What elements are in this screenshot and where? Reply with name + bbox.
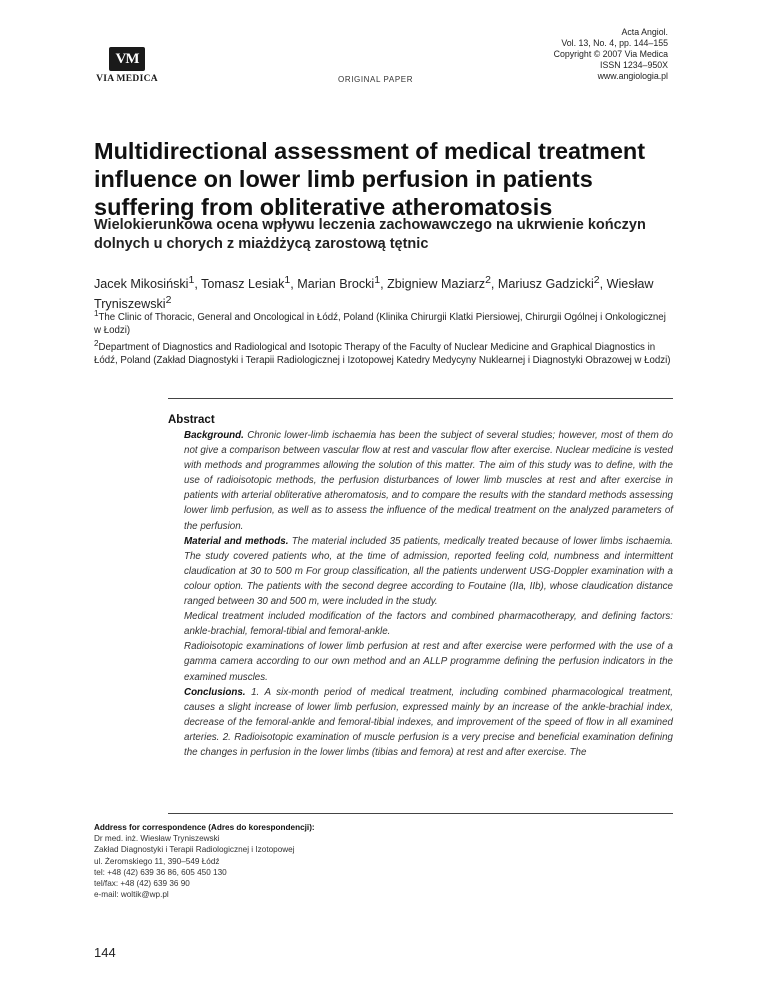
abstract-top-rule	[168, 398, 673, 399]
affiliation: $^2$Department of Diagnostics and Radiological and Isotopic Therapy of the Faculty of Nuclear Medicine and Graphical Diagnostics in Łódź, Poland (Zakład Diagnostyki i Terapii Radiologicznej i Izotopowej Katedry Medycyny Nuklearnej i Diagnostyki Obrazowej w Łodzi)	[94, 338, 671, 366]
journal-info	[554, 27, 668, 82]
journal-url[interactable]: www.angiologia.pl	[597, 71, 668, 81]
journal-volume: Vol. 13, No. 4, pp. 144–155	[561, 38, 668, 48]
journal-copyright: Copyright © 2007 Via Medica	[553, 49, 668, 59]
abstract-conclusions: Conclusions. 1. A six-month period of medical treatment, including combined pharmacological treatment, causes a slight increase of lower limb perfusion, expressed mainly by an increase of the ankle-brachial index, decrease of the femoral-ankle and femoral-tibial indexes, and improvement of the speed of flow in all examined arteries. 2. Radioisotopic examination of muscle perfusion is a very precise and beneficial examination defining the changes in perfusion in the lower limbs (tibias and femora) at rest and after exercise. The	[184, 686, 673, 758]
author-affiliation-ref: 2	[165, 294, 172, 307]
correspondence-block	[94, 822, 494, 900]
article-type: ORIGINAL PAPER	[338, 75, 414, 84]
abstract-methods: Material and methods. The material included 35 patients, medically treated because of lower limbs ischaemia. The study covered patients who, at the time of admission, reported feeling cold, numbness and intermittent claudication at 30 to 500 m For group classification, all the patients underwent USG-Doppler examination with a colour option. The patients with the second degree according to Foutaine (IIa, IIb), whose claudication distance ranged between 30 and 500 m, were included in the study.	[184, 535, 673, 608]
correspondence-line: Zakład Diagnostyki i Terapii Radiologicznej i Izotopowej	[94, 845, 295, 855]
journal-issn: ISSN 1234–950X	[600, 60, 668, 70]
correspondence-rule	[168, 813, 673, 814]
paper-title: Multidirectional assessment of medical treatment influence on lower limb perfusion in patients suffering from obliterative atheromatosis	[94, 138, 646, 220]
author-name: Wiesław Tryniszewski	[94, 277, 654, 312]
abstract-heading: Abstract	[168, 414, 215, 426]
author-affiliation-ref: 1	[188, 274, 195, 286]
abstract-methods-p2: Medical treatment included modification of the factors and combined pharmacotherapy, and defining factors: ankle-brachial, femoral-tibial and femoral-ankle.	[184, 611, 673, 638]
logo-name: VIA MEDICA	[96, 74, 158, 84]
author-affiliation-ref: 2	[593, 274, 600, 286]
correspondence-line: Dr med. inż. Wiesław Tryniszewski	[94, 834, 220, 844]
author-name: Marian Brocki	[297, 277, 375, 292]
correspondence-line: tel: +48 (42) 639 36 86, 605 450 130	[94, 867, 227, 877]
journal-name: Acta Angiol.	[621, 27, 668, 37]
author-name: Mariusz Gadzicki	[497, 277, 594, 292]
page-number: 144	[94, 945, 116, 960]
correspondence-heading: Address for correspondence (Adres do korespondencji):	[94, 823, 315, 832]
author-affiliation-ref: 2	[485, 274, 491, 286]
author-name: Zbigniew Maziarz	[387, 277, 486, 292]
author-affiliation-ref: 1	[284, 274, 291, 286]
logo-mark: VM	[109, 47, 145, 71]
publisher-logo	[94, 47, 160, 84]
author-name: Jacek Mikosiński	[94, 277, 189, 292]
correspondence-line: ul. Żeromskiego 11, 390–549 Łódź	[94, 856, 220, 866]
paper-subtitle: Wielokierunkowa ocena wpływu leczenia zachowawczego na ukrwienie kończyn dolnych u chorych z miażdżycą zarostową tętnic	[94, 217, 646, 252]
correspondence-line: tel/fax: +48 (42) 639 36 90	[94, 879, 190, 889]
abstract-background: Background. Chronic lower-limb ischaemia has been the subject of several studies; however, most of them do not give a comparison between vascular flow at rest and vascular flow after exercise. Nuclear medicine is vested with methods and programmes allowing the solution of this matter. The aim of this study was to define, with the use of radioisotopic methods, the perfusion disturbances of lower limb muscles at rest and after exercise in patients with arterial obliterative atheromatosis, and to compare the results with the standard methods assessing lower limb perfusion, as well as to assess the influence of the medical treatment on the analyzed parameters of the perfusion.	[184, 430, 673, 532]
affiliations	[94, 308, 674, 368]
abstract-methods-p3: Radioisotopic examinations of lower limb perfusion at rest and after exercise were performed with the use of a gamma camera according to our own method and an ALLP programme defining the perfusion indicators in the examined muscles.	[184, 641, 673, 683]
abstract	[168, 405, 673, 760]
author-affiliation-ref: 1	[374, 274, 381, 286]
correspondence-email[interactable]: e-mail: woltik@wp.pl	[94, 890, 169, 900]
author-list: Jacek Mikosiński$^1$, Tomasz Lesiak$^1$, Marian Brocki$^1$, Zbigniew Maziarz$^2$, Mariusz Gadzicki$^2$, Wiesław Tryniszewski$^2$	[94, 274, 654, 312]
author-name: Tomasz Lesiak	[201, 277, 285, 292]
affiliation: $^1$The Clinic of Thoracic, General and Oncological in Łódź, Poland (Klinika Chirurgii Klatki Piersiowej, Chirurgii Ogólnej i Onkologicznej w Łodzi)	[94, 309, 666, 337]
